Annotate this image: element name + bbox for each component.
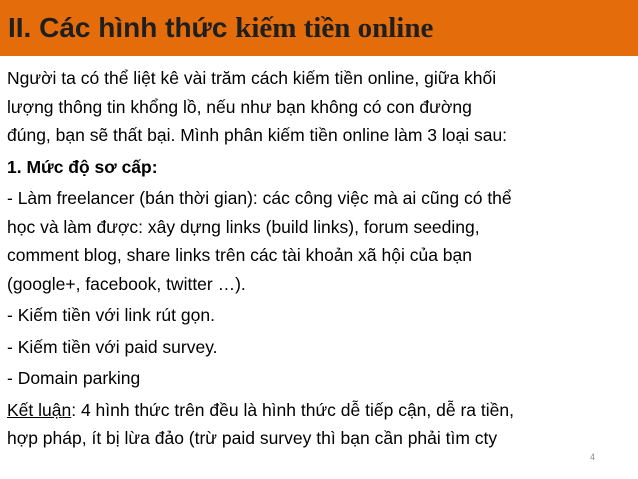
freelancer-line: học và làm được: xây dựng links (build links), forum seeding, (7, 216, 480, 237)
freelancer-line: - Làm freelancer (bán thời gian): các công việc mà ai cũng có thể (7, 188, 512, 208)
freelancer-line: comment blog, share links trên các tài khoản xã hội của bạn (7, 245, 472, 265)
conclusion-line (7, 396, 633, 425)
conclusion-label: Kết luận (7, 399, 72, 420)
title-part-b: kiếm tiền online (235, 12, 434, 44)
title-part-a: II. Các hình thức (8, 12, 228, 43)
intro-line: Người ta có thể liệt kê vài trăm cách kiếm tiền online, giữa khối (7, 68, 497, 88)
intro-line: đúng, bạn sẽ thất bại. Mình phân kiếm tiền online làm 3 loại sau: (7, 125, 508, 145)
bullet-item: - Domain parking (7, 368, 141, 388)
title-bar (0, 0, 638, 56)
slide-body (7, 64, 633, 453)
conclusion-text: : 4 hình thức trên đều là hình thức dễ tiếp cận, dễ ra tiền, (71, 399, 514, 420)
intro-line: lượng thông tin khổng lồ, nếu như bạn không có con đường (7, 96, 472, 117)
bullet-item: - Kiếm tiền với link rút gọn. (7, 305, 215, 325)
freelancer-line: (google+, facebook, twitter …). (7, 273, 246, 294)
page-number: 4 (590, 452, 596, 462)
bullet-item: - Kiếm tiền với paid survey. (7, 336, 218, 357)
slide-title (0, 0, 433, 56)
conclusion-line-2: hợp pháp, ít bị lừa đảo (trừ paid survey thì bạn cần phải tìm cty (7, 428, 498, 448)
section-heading: 1. Mức độ sơ cấp: (7, 156, 158, 177)
